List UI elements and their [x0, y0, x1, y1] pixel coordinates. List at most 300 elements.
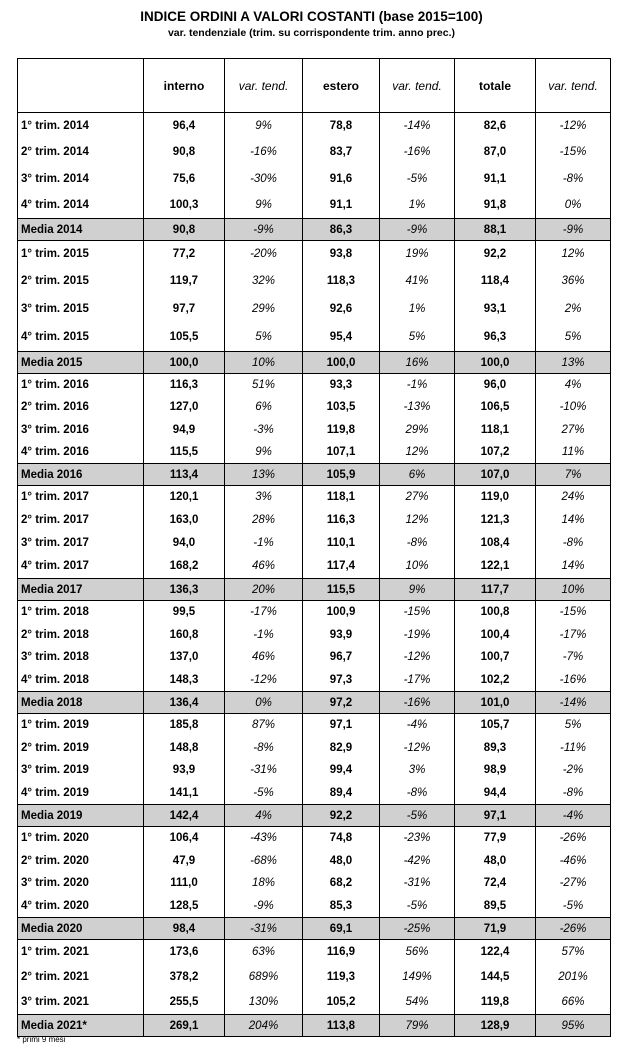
table-row	[18, 601, 611, 624]
table-row	[18, 241, 611, 268]
cell-estero: 115,5	[303, 579, 380, 601]
cell-var-tend-interno: -20%	[225, 241, 303, 268]
cell-estero: 110,1	[303, 532, 380, 555]
row-label: Media 2020	[18, 918, 144, 940]
cell-var-tend-totale: -26%	[536, 918, 611, 940]
row-label: 3° trim. 2018	[18, 646, 144, 669]
cell-estero: 91,1	[303, 192, 380, 219]
cell-var-tend-totale: -7%	[536, 646, 611, 669]
cell-interno: 111,0	[144, 872, 225, 895]
row-label: 2° trim. 2014	[18, 139, 144, 166]
table-row	[18, 827, 611, 850]
cell-var-tend-estero: 1%	[380, 295, 455, 324]
table-row	[18, 872, 611, 895]
cell-var-tend-interno: 13%	[225, 464, 303, 486]
header-interno: interno	[144, 59, 225, 113]
table-row	[18, 624, 611, 646]
cell-interno: 255,5	[144, 990, 225, 1015]
cell-totale: 100,8	[455, 601, 536, 624]
cell-totale: 122,4	[455, 940, 536, 965]
cell-var-tend-totale: -8%	[536, 532, 611, 555]
cell-var-tend-totale: 7%	[536, 464, 611, 486]
cell-interno: 119,7	[144, 268, 225, 295]
cell-estero: 92,2	[303, 805, 380, 827]
row-label: 4° trim. 2017	[18, 555, 144, 579]
cell-interno: 173,6	[144, 940, 225, 965]
table-row	[18, 990, 611, 1015]
cell-interno: 100,0	[144, 352, 225, 374]
table-row	[18, 192, 611, 219]
cell-var-tend-totale: 5%	[536, 714, 611, 737]
header-estero: estero	[303, 59, 380, 113]
cell-totale: 72,4	[455, 872, 536, 895]
cell-totale: 89,3	[455, 737, 536, 759]
cell-totale: 100,4	[455, 624, 536, 646]
table-title: INDICE ORDINI A VALORI COSTANTI (base 2015=100)	[140, 9, 483, 24]
cell-var-tend-estero: 54%	[380, 990, 455, 1015]
cell-var-tend-interno: -9%	[225, 219, 303, 241]
cell-totale: 88,1	[455, 219, 536, 241]
cell-totale: 94,4	[455, 782, 536, 805]
cell-interno: 148,8	[144, 737, 225, 759]
cell-interno: 106,4	[144, 827, 225, 850]
cell-var-tend-interno: 4%	[225, 805, 303, 827]
cell-var-tend-totale: 4%	[536, 374, 611, 396]
cell-totale: 122,1	[455, 555, 536, 579]
cell-estero: 69,1	[303, 918, 380, 940]
cell-estero: 91,6	[303, 166, 380, 192]
cell-interno: 97,7	[144, 295, 225, 324]
cell-interno: 128,5	[144, 895, 225, 918]
cell-var-tend-totale: -4%	[536, 805, 611, 827]
cell-totale: 102,2	[455, 669, 536, 692]
cell-var-tend-totale: -2%	[536, 759, 611, 782]
header-var-tend-estero: var. tend.	[380, 59, 455, 113]
cell-interno: 98,4	[144, 918, 225, 940]
cell-var-tend-interno: -30%	[225, 166, 303, 192]
table-row	[18, 441, 611, 464]
table-row	[18, 295, 611, 324]
cell-var-tend-interno: 20%	[225, 579, 303, 601]
cell-estero: 93,8	[303, 241, 380, 268]
cell-estero: 74,8	[303, 827, 380, 850]
row-label: 2° trim. 2020	[18, 850, 144, 872]
cell-estero: 93,3	[303, 374, 380, 396]
cell-var-tend-estero: -19%	[380, 624, 455, 646]
cell-var-tend-totale: 27%	[536, 419, 611, 441]
cell-var-tend-interno: 3%	[225, 486, 303, 509]
cell-interno: 75,6	[144, 166, 225, 192]
cell-var-tend-totale: 95%	[536, 1015, 611, 1037]
table-row	[18, 374, 611, 396]
cell-estero: 97,2	[303, 692, 380, 714]
cell-estero: 86,3	[303, 219, 380, 241]
cell-totale: 71,9	[455, 918, 536, 940]
cell-var-tend-totale: -16%	[536, 669, 611, 692]
cell-var-tend-interno: 46%	[225, 646, 303, 669]
cell-estero: 117,4	[303, 555, 380, 579]
table-row	[18, 555, 611, 579]
cell-var-tend-interno: 10%	[225, 352, 303, 374]
cell-var-tend-estero: 12%	[380, 509, 455, 532]
cell-var-tend-estero: -31%	[380, 872, 455, 895]
table-row	[18, 509, 611, 532]
table-row	[18, 419, 611, 441]
cell-interno: 113,4	[144, 464, 225, 486]
cell-var-tend-totale: -15%	[536, 601, 611, 624]
cell-var-tend-totale: -15%	[536, 139, 611, 166]
cell-totale: 117,7	[455, 579, 536, 601]
cell-estero: 96,7	[303, 646, 380, 669]
cell-estero: 119,8	[303, 419, 380, 441]
table-row-media	[18, 352, 611, 374]
cell-var-tend-interno: 51%	[225, 374, 303, 396]
cell-var-tend-interno: 87%	[225, 714, 303, 737]
cell-var-tend-totale: -11%	[536, 737, 611, 759]
row-label: 2° trim. 2015	[18, 268, 144, 295]
cell-var-tend-totale: -14%	[536, 692, 611, 714]
cell-interno: 163,0	[144, 509, 225, 532]
table-row	[18, 166, 611, 192]
cell-estero: 105,9	[303, 464, 380, 486]
cell-var-tend-estero: -25%	[380, 918, 455, 940]
cell-estero: 78,8	[303, 113, 380, 139]
cell-var-tend-estero: -12%	[380, 646, 455, 669]
row-label: 4° trim. 2019	[18, 782, 144, 805]
cell-estero: 93,9	[303, 624, 380, 646]
table-row	[18, 646, 611, 669]
cell-interno: 160,8	[144, 624, 225, 646]
cell-var-tend-estero: 3%	[380, 759, 455, 782]
cell-totale: 118,4	[455, 268, 536, 295]
cell-totale: 100,7	[455, 646, 536, 669]
cell-estero: 92,6	[303, 295, 380, 324]
cell-interno: 148,3	[144, 669, 225, 692]
cell-var-tend-totale: 2%	[536, 295, 611, 324]
cell-interno: 47,9	[144, 850, 225, 872]
cell-var-tend-estero: -5%	[380, 166, 455, 192]
cell-var-tend-estero: 10%	[380, 555, 455, 579]
cell-totale: 121,3	[455, 509, 536, 532]
row-label: 3° trim. 2019	[18, 759, 144, 782]
cell-var-tend-totale: -8%	[536, 166, 611, 192]
cell-interno: 168,2	[144, 555, 225, 579]
cell-totale: 119,8	[455, 990, 536, 1015]
row-label: 3° trim. 2014	[18, 166, 144, 192]
cell-totale: 107,0	[455, 464, 536, 486]
cell-interno: 136,3	[144, 579, 225, 601]
cell-var-tend-totale: -8%	[536, 782, 611, 805]
cell-var-tend-interno: 130%	[225, 990, 303, 1015]
cell-var-tend-totale: 0%	[536, 192, 611, 219]
cell-var-tend-estero: -8%	[380, 532, 455, 555]
cell-var-tend-estero: 5%	[380, 324, 455, 352]
cell-interno: 120,1	[144, 486, 225, 509]
cell-var-tend-interno: 0%	[225, 692, 303, 714]
row-label: 3° trim. 2016	[18, 419, 144, 441]
row-label: 1° trim. 2016	[18, 374, 144, 396]
header-totale: totale	[455, 59, 536, 113]
table-row	[18, 324, 611, 352]
cell-var-tend-interno: -12%	[225, 669, 303, 692]
row-label: Media 2015	[18, 352, 144, 374]
cell-var-tend-interno: -31%	[225, 918, 303, 940]
table-row-media	[18, 579, 611, 601]
cell-totale: 119,0	[455, 486, 536, 509]
row-label: 4° trim. 2014	[18, 192, 144, 219]
cell-var-tend-totale: -26%	[536, 827, 611, 850]
cell-var-tend-estero: -13%	[380, 396, 455, 419]
cell-interno: 115,5	[144, 441, 225, 464]
cell-totale: 92,2	[455, 241, 536, 268]
header-row	[18, 59, 611, 113]
cell-interno: 100,3	[144, 192, 225, 219]
cell-var-tend-totale: 5%	[536, 324, 611, 352]
cell-totale: 89,5	[455, 895, 536, 918]
table-row-media	[18, 1015, 611, 1037]
cell-var-tend-estero: -16%	[380, 692, 455, 714]
cell-totale: 96,3	[455, 324, 536, 352]
cell-totale: 91,1	[455, 166, 536, 192]
cell-estero: 118,1	[303, 486, 380, 509]
table-row	[18, 895, 611, 918]
cell-interno: 93,9	[144, 759, 225, 782]
cell-totale: 87,0	[455, 139, 536, 166]
cell-estero: 118,3	[303, 268, 380, 295]
cell-var-tend-totale: 66%	[536, 990, 611, 1015]
cell-estero: 97,3	[303, 669, 380, 692]
cell-var-tend-interno: 689%	[225, 965, 303, 990]
cell-var-tend-interno: 9%	[225, 441, 303, 464]
row-label: 1° trim. 2018	[18, 601, 144, 624]
cell-var-tend-totale: 24%	[536, 486, 611, 509]
table-row	[18, 486, 611, 509]
cell-var-tend-interno: -3%	[225, 419, 303, 441]
row-label: Media 2018	[18, 692, 144, 714]
table-row-media	[18, 805, 611, 827]
cell-interno: 90,8	[144, 219, 225, 241]
cell-var-tend-totale: -46%	[536, 850, 611, 872]
cell-var-tend-estero: -1%	[380, 374, 455, 396]
row-label: 1° trim. 2021	[18, 940, 144, 965]
cell-var-tend-interno: -5%	[225, 782, 303, 805]
row-label: 1° trim. 2015	[18, 241, 144, 268]
table-row-media	[18, 219, 611, 241]
cell-estero: 68,2	[303, 872, 380, 895]
cell-estero: 105,2	[303, 990, 380, 1015]
cell-estero: 119,3	[303, 965, 380, 990]
cell-interno: 136,4	[144, 692, 225, 714]
row-label: 2° trim. 2021	[18, 965, 144, 990]
cell-var-tend-totale: -12%	[536, 113, 611, 139]
cell-var-tend-totale: 11%	[536, 441, 611, 464]
cell-var-tend-totale: -10%	[536, 396, 611, 419]
row-label: 1° trim. 2019	[18, 714, 144, 737]
table-subtitle: var. tendenziale (trim. su corrispondente trim. anno prec.)	[167, 27, 456, 39]
cell-totale: 118,1	[455, 419, 536, 441]
cell-var-tend-estero: 1%	[380, 192, 455, 219]
header-empty	[18, 59, 144, 113]
cell-var-tend-interno: -43%	[225, 827, 303, 850]
cell-estero: 103,5	[303, 396, 380, 419]
cell-var-tend-interno: -17%	[225, 601, 303, 624]
cell-var-tend-totale: 201%	[536, 965, 611, 990]
cell-totale: 144,5	[455, 965, 536, 990]
cell-var-tend-interno: 29%	[225, 295, 303, 324]
row-label: 3° trim. 2017	[18, 532, 144, 555]
cell-totale: 91,8	[455, 192, 536, 219]
cell-var-tend-interno: 204%	[225, 1015, 303, 1037]
cell-estero: 82,9	[303, 737, 380, 759]
cell-estero: 116,3	[303, 509, 380, 532]
cell-var-tend-estero: 6%	[380, 464, 455, 486]
cell-totale: 101,0	[455, 692, 536, 714]
row-label: 1° trim. 2017	[18, 486, 144, 509]
row-label: 4° trim. 2015	[18, 324, 144, 352]
cell-var-tend-totale: 14%	[536, 555, 611, 579]
row-label: Media 2017	[18, 579, 144, 601]
cell-var-tend-totale: 13%	[536, 352, 611, 374]
cell-interno: 269,1	[144, 1015, 225, 1037]
cell-interno: 77,2	[144, 241, 225, 268]
cell-totale: 82,6	[455, 113, 536, 139]
cell-var-tend-interno: -1%	[225, 532, 303, 555]
cell-var-tend-estero: -5%	[380, 805, 455, 827]
cell-totale: 100,0	[455, 352, 536, 374]
cell-var-tend-estero: 16%	[380, 352, 455, 374]
cell-var-tend-estero: 12%	[380, 441, 455, 464]
cell-var-tend-interno: 6%	[225, 396, 303, 419]
cell-var-tend-interno: -68%	[225, 850, 303, 872]
cell-totale: 105,7	[455, 714, 536, 737]
cell-var-tend-estero: -9%	[380, 219, 455, 241]
cell-var-tend-interno: -9%	[225, 895, 303, 918]
cell-estero: 48,0	[303, 850, 380, 872]
cell-var-tend-estero: -15%	[380, 601, 455, 624]
row-label: 3° trim. 2015	[18, 295, 144, 324]
row-label: 1° trim. 2014	[18, 113, 144, 139]
cell-interno: 105,5	[144, 324, 225, 352]
cell-var-tend-interno: 5%	[225, 324, 303, 352]
cell-var-tend-interno: -16%	[225, 139, 303, 166]
cell-var-tend-estero: -16%	[380, 139, 455, 166]
cell-interno: 99,5	[144, 601, 225, 624]
cell-interno: 185,8	[144, 714, 225, 737]
cell-var-tend-totale: 57%	[536, 940, 611, 965]
cell-var-tend-estero: 9%	[380, 579, 455, 601]
row-label: 1° trim. 2020	[18, 827, 144, 850]
cell-totale: 77,9	[455, 827, 536, 850]
cell-var-tend-totale: -27%	[536, 872, 611, 895]
cell-var-tend-totale: 36%	[536, 268, 611, 295]
header-var-tend-interno: var. tend.	[225, 59, 303, 113]
row-label: 3° trim. 2021	[18, 990, 144, 1015]
cell-var-tend-totale: 12%	[536, 241, 611, 268]
cell-interno: 142,4	[144, 805, 225, 827]
cell-interno: 378,2	[144, 965, 225, 990]
row-label: 2° trim. 2016	[18, 396, 144, 419]
cell-var-tend-interno: 9%	[225, 192, 303, 219]
cell-var-tend-interno: -8%	[225, 737, 303, 759]
orders-index-table	[17, 58, 611, 1037]
cell-estero: 83,7	[303, 139, 380, 166]
table-row	[18, 759, 611, 782]
cell-interno: 127,0	[144, 396, 225, 419]
cell-var-tend-estero: -23%	[380, 827, 455, 850]
table-row	[18, 737, 611, 759]
cell-var-tend-estero: 56%	[380, 940, 455, 965]
cell-totale: 107,2	[455, 441, 536, 464]
cell-var-tend-interno: -1%	[225, 624, 303, 646]
cell-var-tend-estero: 41%	[380, 268, 455, 295]
cell-var-tend-estero: -4%	[380, 714, 455, 737]
row-label: 3° trim. 2020	[18, 872, 144, 895]
table-row	[18, 669, 611, 692]
cell-var-tend-estero: -5%	[380, 895, 455, 918]
table-row	[18, 268, 611, 295]
cell-var-tend-totale: -9%	[536, 219, 611, 241]
table-row	[18, 782, 611, 805]
cell-var-tend-interno: 32%	[225, 268, 303, 295]
cell-totale: 48,0	[455, 850, 536, 872]
table-body	[18, 59, 611, 1037]
cell-var-tend-totale: -5%	[536, 895, 611, 918]
table-row	[18, 965, 611, 990]
cell-estero: 107,1	[303, 441, 380, 464]
row-label: Media 2014	[18, 219, 144, 241]
cell-var-tend-estero: 19%	[380, 241, 455, 268]
table-row	[18, 940, 611, 965]
cell-estero: 97,1	[303, 714, 380, 737]
footnote: * primi 9 mesi	[17, 1035, 66, 1044]
cell-estero: 89,4	[303, 782, 380, 805]
row-label: 2° trim. 2019	[18, 737, 144, 759]
cell-var-tend-interno: 46%	[225, 555, 303, 579]
cell-totale: 97,1	[455, 805, 536, 827]
table-row	[18, 396, 611, 419]
row-label: 4° trim. 2016	[18, 441, 144, 464]
row-label: Media 2016	[18, 464, 144, 486]
table-row-media	[18, 464, 611, 486]
table-row	[18, 113, 611, 139]
cell-var-tend-estero: 79%	[380, 1015, 455, 1037]
row-label: Media 2021*	[18, 1015, 144, 1037]
cell-totale: 128,9	[455, 1015, 536, 1037]
cell-totale: 93,1	[455, 295, 536, 324]
cell-var-tend-estero: 29%	[380, 419, 455, 441]
cell-var-tend-interno: 18%	[225, 872, 303, 895]
cell-var-tend-totale: 14%	[536, 509, 611, 532]
cell-interno: 137,0	[144, 646, 225, 669]
row-label: Media 2019	[18, 805, 144, 827]
cell-interno: 94,9	[144, 419, 225, 441]
cell-estero: 100,0	[303, 352, 380, 374]
cell-var-tend-interno: -31%	[225, 759, 303, 782]
table-row	[18, 850, 611, 872]
cell-interno: 141,1	[144, 782, 225, 805]
table-row	[18, 714, 611, 737]
cell-totale: 108,4	[455, 532, 536, 555]
cell-var-tend-estero: -17%	[380, 669, 455, 692]
row-label: 4° trim. 2020	[18, 895, 144, 918]
cell-totale: 96,0	[455, 374, 536, 396]
cell-estero: 100,9	[303, 601, 380, 624]
cell-var-tend-estero: 27%	[380, 486, 455, 509]
cell-var-tend-estero: 149%	[380, 965, 455, 990]
header-var-tend-totale: var. tend.	[536, 59, 611, 113]
cell-interno: 94,0	[144, 532, 225, 555]
cell-interno: 90,8	[144, 139, 225, 166]
